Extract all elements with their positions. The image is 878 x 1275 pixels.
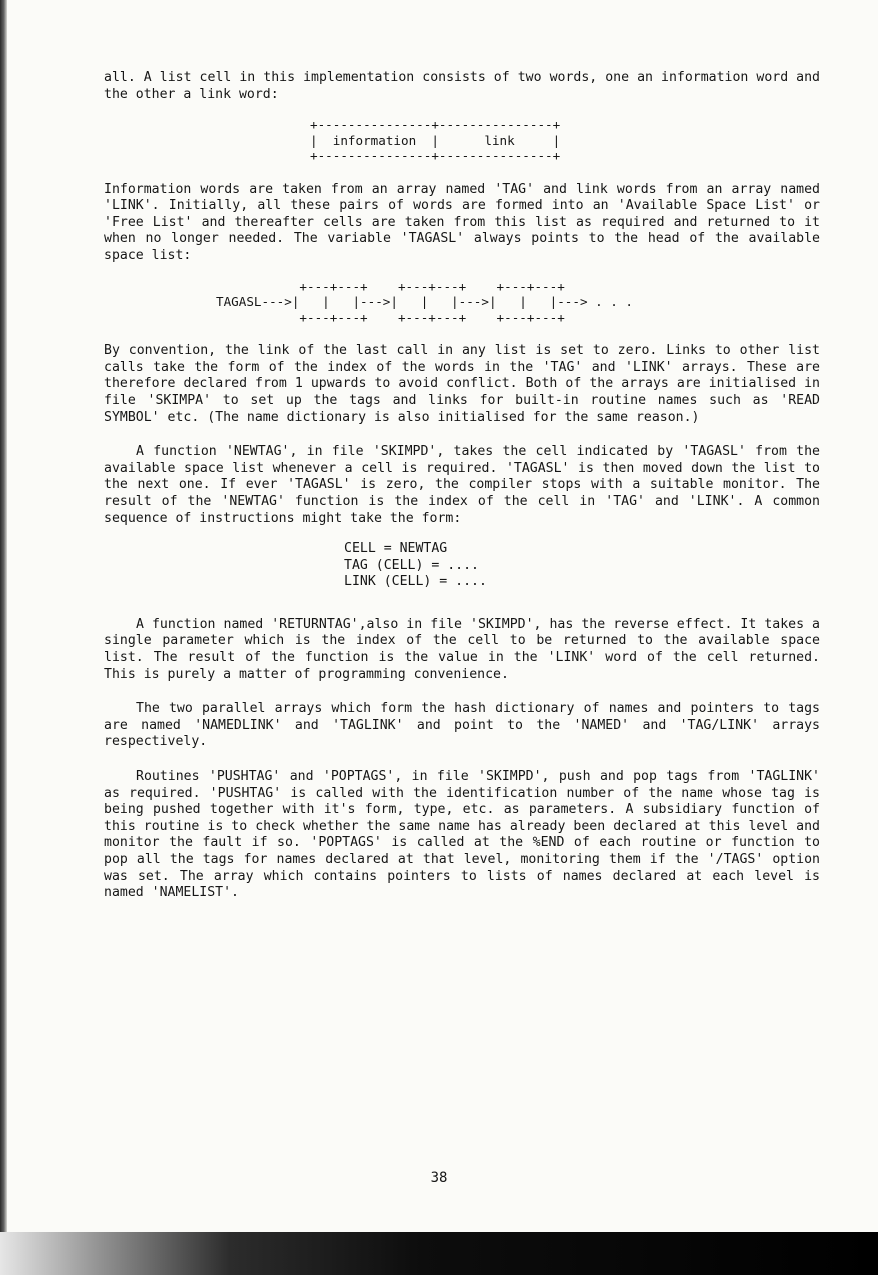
paragraph-hash-dictionary: The two parallel arrays which form the hash dictionary of names and pointers to tags are named 'NAMEDLINK' and 'TAGLINK' and point to the 'NAMED' and 'TAG/LINK' arrays respectively. [104,701,820,750]
paragraph-newtag-function: A function 'NEWTAG', in file 'SKIMPD', takes the cell indicated by 'TAGASL' from the available space list whenever a cell is required. 'TAGASL' is then moved down the list to the next one. If ever 'TAGASL' is zero, the compiler stops with a suitable monitor. The result of the 'NEWTAG' function is the index of the cell in 'TAG' and 'LINK'. A common sequence of instructions might take the form: [104,444,820,526]
paragraph-pushtag-poptags: Routines 'PUSHTAG' and 'POPTAGS', in file 'SKIMPD', push and pop tags from 'TAGLINK' as required. 'PUSHTAG' is called with the identification number of the name whose tag is being pushed together with it's form, type, etc. as parameters. A subsidiary function of this routine is to check whether the same name has already been declared at this level and monitor the fault if so. 'POPTAGS' is called at the %END of each routine or function to pop all the tags for names declared at that level, monitoring them if the '/TAGS' option was set. The array which contains pointers to lists of names declared at each level is named 'NAMELIST'. [104,769,820,901]
paragraph-list-cell-intro: all. A list cell in this implementation consists of two words, one an information word and the other a link word: [104,70,820,102]
page-body [104,70,820,920]
page-binding-edge [0,0,7,1240]
list-cell-box-diagram: +---------------+---------------+ | information | link | +---------------+---------------+ [310,117,561,164]
available-space-list-diagram: +---+---+ +---+---+ +---+---+ TAGASL--->| | |--->| | |--->| | |---> . . . +---+---+ +---+---+ +---+---+ [216,278,634,325]
paragraph-returntag-function: A function named 'RETURNTAG',also in file 'SKIMPD', has the reverse effect. It takes a single parameter which is the index of the cell to be returned to the available space list. The result of the function is the value in the 'LINK' word of the cell returned. This is purely a matter of programming convenience. [104,616,820,682]
code-listing: CELL = NEWTAG TAG (CELL) = .... LINK (CELL) = .... [344,541,487,590]
page-number: 38 [430,1170,448,1186]
paragraph-tag-link-arrays: Information words are taken from an array named 'TAG' and link words from an array named 'LINK'. Initially, all these pairs of words are formed into an 'Available Space List' or 'Free List' and thereafter cells are taken from this list as required and returned to it when no longer needed. The variable 'TAGASL' always points to the head of the available space list: [104,181,820,264]
scan-shadow-bottom [0,1232,878,1275]
paragraph-link-convention: By convention, the link of the last call in any list is set to zero. Links to other list calls take the form of the index of the words in the 'TAG' and 'LINK' arrays. These are therefore declared from 1 upwards to avoid conflict. Both of the arrays are initialised in file 'SKIMPA' to set up the tags and links for built-in routine names such as 'READ SYMBOL' etc. (The name dictionary is also initialised for the same reason.) [104,343,820,425]
